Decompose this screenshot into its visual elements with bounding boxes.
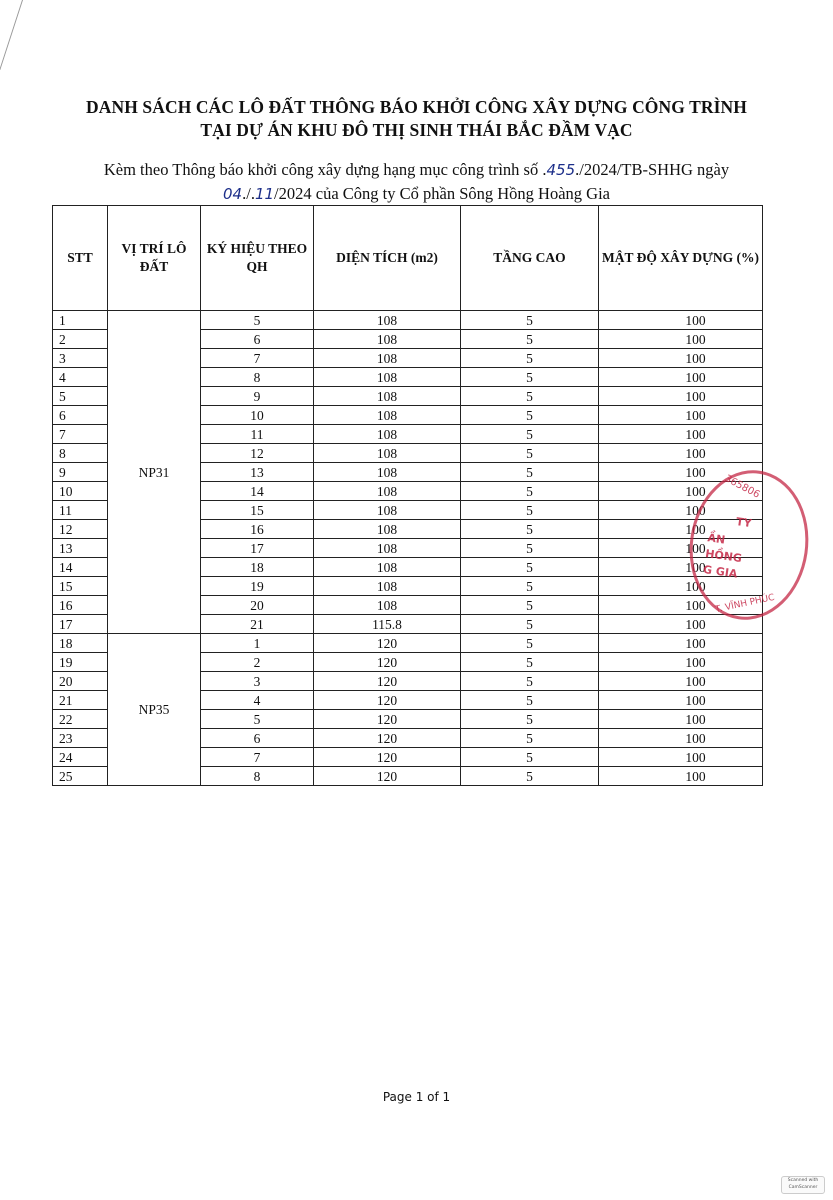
- cell-density: 100: [599, 425, 763, 444]
- cell-block-location: NP31: [108, 311, 201, 634]
- subtitle-text-3: /2024 của Công ty Cổ phần Sông Hồng Hoàng Gia: [274, 184, 610, 203]
- cell-area: 108: [314, 406, 461, 425]
- cell-area: 108: [314, 425, 461, 444]
- cell-stt: 14: [53, 558, 108, 577]
- cell-floors: 5: [461, 482, 599, 501]
- cell-density: 100: [599, 387, 763, 406]
- cell-density: 100: [599, 482, 763, 501]
- cell-symbol: 4: [201, 691, 314, 710]
- cell-symbol: 18: [201, 558, 314, 577]
- seal-code: 365806: [722, 473, 762, 501]
- cell-symbol: 13: [201, 463, 314, 482]
- cell-block-location: NP35: [108, 634, 201, 786]
- cell-stt: 7: [53, 425, 108, 444]
- table-body: [53, 311, 763, 786]
- cell-stt: 4: [53, 368, 108, 387]
- cell-floors: 5: [461, 558, 599, 577]
- cell-symbol: 5: [201, 710, 314, 729]
- cell-stt: 1: [53, 311, 108, 330]
- seal-place: T. VĨNH PHÚC: [714, 592, 776, 616]
- header-floors: TẦNG CAO: [461, 206, 599, 311]
- cell-floors: 5: [461, 311, 599, 330]
- cell-area: 120: [314, 691, 461, 710]
- header-area: DIỆN TÍCH (m2): [314, 206, 461, 311]
- cell-stt: 3: [53, 349, 108, 368]
- title-line-2: TẠI DỰ ÁN KHU ĐÔ THỊ SINH THÁI BẮC ĐẦM VẠC: [200, 120, 633, 140]
- cell-stt: 2: [53, 330, 108, 349]
- title-line-1: DANH SÁCH CÁC LÔ ĐẤT THÔNG BÁO KHỞI CÔNG XÂY DỰNG CÔNG TRÌNH: [85, 97, 747, 117]
- cell-symbol: 15: [201, 501, 314, 520]
- cell-floors: 5: [461, 596, 599, 615]
- cell-stt: 15: [53, 577, 108, 596]
- cell-stt: 9: [53, 463, 108, 482]
- cell-floors: 5: [461, 463, 599, 482]
- camscanner-badge: Scanned with CamScanner: [781, 1176, 825, 1194]
- cell-density: 100: [599, 368, 763, 387]
- handwritten-notice-number: 455: [546, 161, 576, 179]
- cell-area: 108: [314, 330, 461, 349]
- cell-symbol: 5: [201, 311, 314, 330]
- cell-floors: 5: [461, 368, 599, 387]
- cell-density: 100: [599, 729, 763, 748]
- cell-density: 100: [599, 463, 763, 482]
- cell-symbol: 20: [201, 596, 314, 615]
- page-footer: Page 1 of 1: [382, 1090, 451, 1104]
- cell-symbol: 14: [201, 482, 314, 501]
- cell-density: 100: [599, 748, 763, 767]
- cell-stt: 20: [53, 672, 108, 691]
- cell-symbol: 1: [201, 634, 314, 653]
- cell-symbol: 11: [201, 425, 314, 444]
- cell-density: 100: [599, 444, 763, 463]
- cell-stt: 11: [53, 501, 108, 520]
- cell-symbol: 2: [201, 653, 314, 672]
- cell-floors: 5: [461, 577, 599, 596]
- cell-symbol: 8: [201, 368, 314, 387]
- cell-density: 100: [599, 406, 763, 425]
- date-separator: ./.: [242, 184, 255, 203]
- page-fold-edge: [0, 0, 23, 70]
- seal-text-3: HỒNG: [704, 547, 743, 566]
- cell-stt: 22: [53, 710, 108, 729]
- cell-density: 100: [599, 539, 763, 558]
- cell-area: 108: [314, 444, 461, 463]
- handwritten-day: 04: [223, 185, 243, 203]
- cell-floors: 5: [461, 520, 599, 539]
- cell-area: 120: [314, 653, 461, 672]
- cell-area: 120: [314, 672, 461, 691]
- cell-density: 100: [599, 653, 763, 672]
- cell-density: 100: [599, 520, 763, 539]
- cell-floors: 5: [461, 748, 599, 767]
- subtitle-text-2: ./2024/TB-SHHG ngày: [575, 160, 730, 179]
- cell-floors: 5: [461, 406, 599, 425]
- header-location: VỊ TRÍ LÔ ĐẤT: [108, 206, 201, 311]
- cell-symbol: 8: [201, 767, 314, 786]
- cell-stt: 13: [53, 539, 108, 558]
- cell-symbol: 6: [201, 330, 314, 349]
- cell-stt: 16: [53, 596, 108, 615]
- cell-area: 115.8: [314, 615, 461, 634]
- cell-symbol: 16: [201, 520, 314, 539]
- cell-area: 108: [314, 463, 461, 482]
- seal-text-4: G GIA: [702, 562, 739, 581]
- cell-area: 120: [314, 710, 461, 729]
- header-symbol: KÝ HIỆU THEO QH: [201, 206, 314, 311]
- cell-area: 108: [314, 596, 461, 615]
- seal-text-1: TY: [735, 515, 753, 531]
- cell-area: 108: [314, 520, 461, 539]
- cell-area: 108: [314, 482, 461, 501]
- cell-floors: 5: [461, 387, 599, 406]
- cell-area: 108: [314, 539, 461, 558]
- cell-symbol: 7: [201, 748, 314, 767]
- cell-density: 100: [599, 596, 763, 615]
- cell-floors: 5: [461, 729, 599, 748]
- cell-floors: 5: [461, 634, 599, 653]
- cell-area: 108: [314, 311, 461, 330]
- cell-area: 108: [314, 368, 461, 387]
- cell-stt: 18: [53, 634, 108, 653]
- cell-stt: 6: [53, 406, 108, 425]
- cell-density: 100: [599, 672, 763, 691]
- cell-floors: 5: [461, 501, 599, 520]
- cell-symbol: 12: [201, 444, 314, 463]
- cell-stt: 8: [53, 444, 108, 463]
- cell-symbol: 6: [201, 729, 314, 748]
- cell-floors: 5: [461, 653, 599, 672]
- table-row: [53, 634, 763, 653]
- cell-stt: 24: [53, 748, 108, 767]
- header-stt: STT: [53, 206, 108, 311]
- cell-floors: 5: [461, 330, 599, 349]
- header-density: MẬT ĐỘ XÂY DỰNG (%): [599, 206, 763, 311]
- document-title: [40, 96, 793, 142]
- cell-density: 100: [599, 558, 763, 577]
- cell-stt: 21: [53, 691, 108, 710]
- cell-area: 108: [314, 577, 461, 596]
- cell-area: 120: [314, 729, 461, 748]
- cell-area: 108: [314, 387, 461, 406]
- cell-density: 100: [599, 501, 763, 520]
- handwritten-month: 11: [254, 185, 275, 203]
- land-lots-table: [52, 205, 763, 786]
- cell-symbol: 3: [201, 672, 314, 691]
- cell-density: 100: [599, 615, 763, 634]
- subtitle-text-1: Kèm theo Thông báo khởi công xây dựng hạng mục công trình số .: [103, 160, 547, 179]
- cell-symbol: 19: [201, 577, 314, 596]
- cell-floors: 5: [461, 615, 599, 634]
- cell-floors: 5: [461, 710, 599, 729]
- cell-density: 100: [599, 634, 763, 653]
- cell-stt: 17: [53, 615, 108, 634]
- table-row: [53, 311, 763, 330]
- cell-floors: 5: [461, 767, 599, 786]
- cell-area: 120: [314, 767, 461, 786]
- cell-density: 100: [599, 577, 763, 596]
- seal-text-2: ẦN: [706, 531, 727, 547]
- cell-density: 100: [599, 330, 763, 349]
- cell-stt: 23: [53, 729, 108, 748]
- table-header-row: [53, 206, 763, 311]
- cell-symbol: 17: [201, 539, 314, 558]
- document-subtitle: [50, 158, 783, 206]
- cell-density: 100: [599, 311, 763, 330]
- cell-area: 108: [314, 349, 461, 368]
- cell-symbol: 7: [201, 349, 314, 368]
- cell-stt: 12: [53, 520, 108, 539]
- cell-stt: 25: [53, 767, 108, 786]
- cell-area: 120: [314, 634, 461, 653]
- cell-density: 100: [599, 349, 763, 368]
- cell-symbol: 21: [201, 615, 314, 634]
- cell-stt: 10: [53, 482, 108, 501]
- cell-floors: 5: [461, 425, 599, 444]
- cell-area: 120: [314, 748, 461, 767]
- cell-area: 108: [314, 501, 461, 520]
- cell-floors: 5: [461, 672, 599, 691]
- cell-floors: 5: [461, 444, 599, 463]
- cell-symbol: 9: [201, 387, 314, 406]
- cell-density: 100: [599, 710, 763, 729]
- cell-floors: 5: [461, 539, 599, 558]
- cell-density: 100: [599, 691, 763, 710]
- cell-symbol: 10: [201, 406, 314, 425]
- cell-floors: 5: [461, 349, 599, 368]
- cell-area: 108: [314, 558, 461, 577]
- cell-floors: 5: [461, 691, 599, 710]
- cell-density: 100: [599, 767, 763, 786]
- cell-stt: 19: [53, 653, 108, 672]
- cell-stt: 5: [53, 387, 108, 406]
